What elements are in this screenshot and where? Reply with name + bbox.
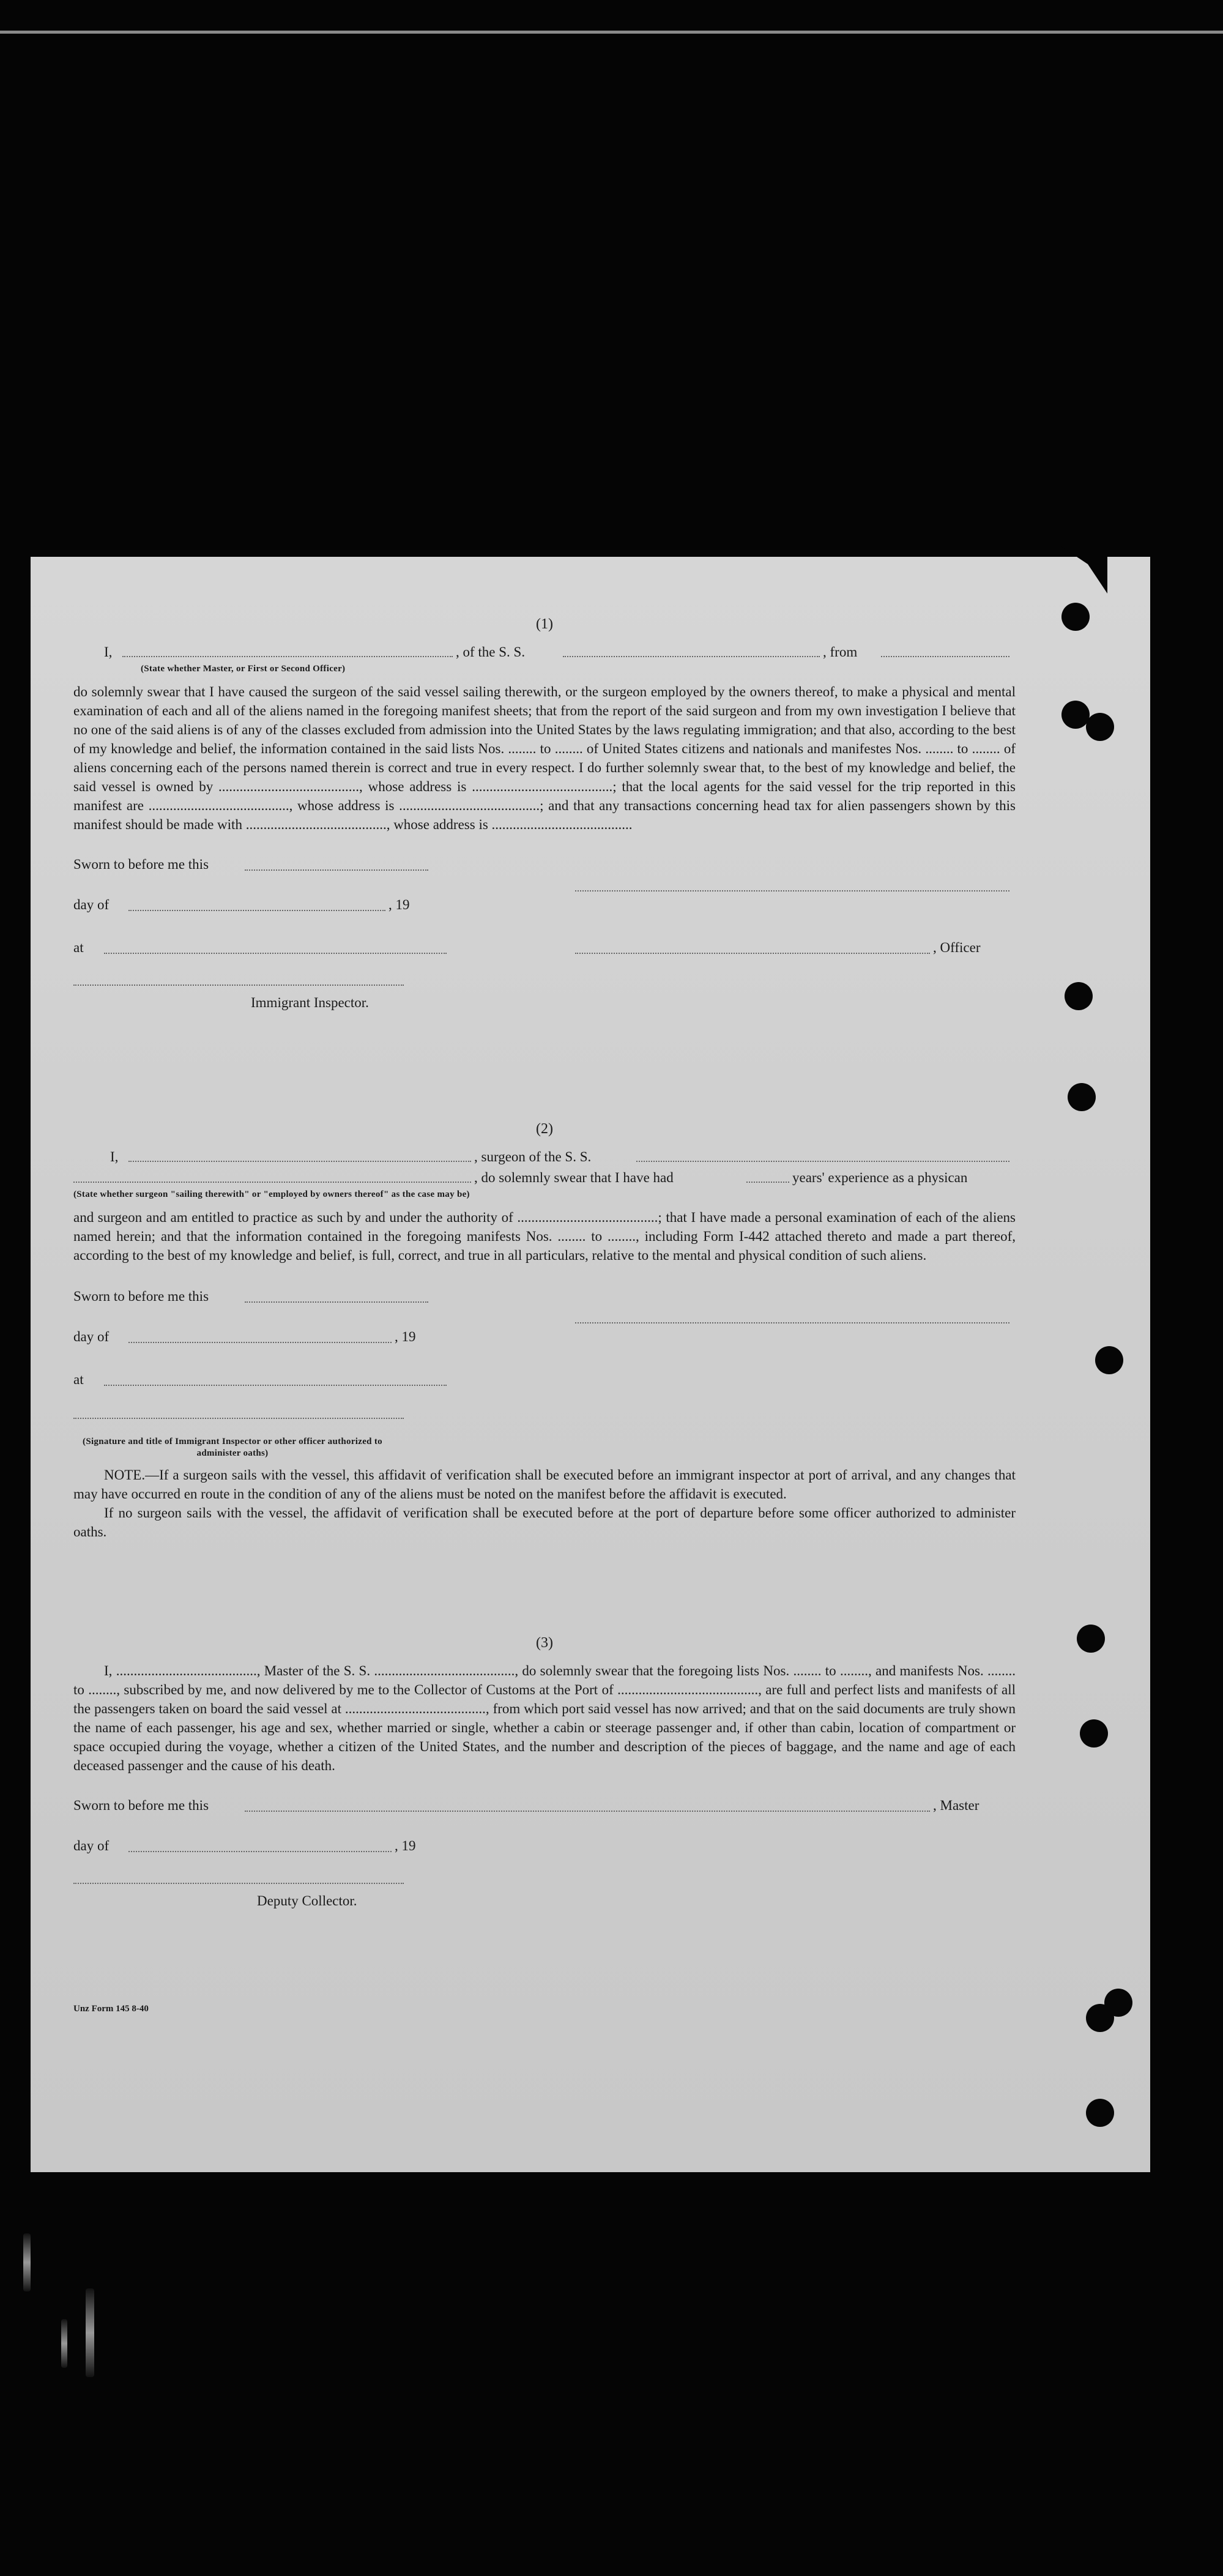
affidavit-surgeon: [73, 1120, 1016, 1541]
note-paragraph: NOTE.—If a surgeon sails with the vessel, this affidavit of verification shall be executed before an immigrant inspector at port of arrival, and any changes that may have occurred en route in the condition of any of the aliens must be noted on the manifest before the affidavit is executed.: [73, 1467, 1016, 1502]
punch-hole: [1061, 603, 1090, 631]
collector-signature-field[interactable]: [73, 1882, 404, 1884]
year-label: , 19: [388, 897, 410, 912]
surgeon-role-note: (State whether surgeon "sailing therewith" or "employed by owners thereof" as the case may be): [73, 1189, 470, 1199]
punch-hole: [1061, 701, 1090, 729]
day-field[interactable]: [128, 1341, 392, 1343]
pronoun-i: I,: [104, 644, 113, 660]
punch-hole: [1086, 713, 1114, 741]
section-number: (2): [536, 1121, 553, 1137]
master-name-field[interactable]: [122, 655, 453, 657]
day-field[interactable]: [128, 1850, 392, 1852]
officer-label: , Officer: [933, 940, 981, 955]
years-label: years' experience as a physican: [792, 1170, 968, 1185]
signature-note: (Signature and title of Immigrant Inspector or other officer authorized to administer oaths): [83, 1437, 382, 1458]
affidavit-master: [73, 615, 1016, 1038]
punch-hole: [1065, 982, 1093, 1010]
sworn-date-field[interactable]: [245, 1300, 428, 1303]
day-of-label: day of: [73, 1329, 110, 1344]
collector-body: I, ........................................, Master of the S. S. ........................................, do solemnly swear that the foregoing lists Nos. ........ to ........, and manifests Nos. ........ to ........, subscribed by me, and now delivered by me to the Collector of Customs at the Port of ........................................, are full and perfect lists and manifests of all the passengers taken on board the said vessel at ........................................, from which port said vessel has now arrived; and that on the said documents are truly shown the name of each passenger, his age and sex, whether married or single, whether a cabin or steerage passenger and, if other than cabin, location of compartment or space occupied during the voyage, whether a citizen of the United States, and the number and description of the pieces of baggage, and the name and age of each deceased passenger and the cause of his death.: [73, 1663, 1016, 1773]
inspector-label: Immigrant Inspector.: [251, 995, 369, 1010]
surgeon-vessel-label: , surgeon of the S. S.: [474, 1149, 592, 1164]
role-note: (State whether Master, or First or Second Officer): [141, 664, 346, 674]
from-label: , from: [823, 644, 858, 660]
punch-hole: [1077, 1625, 1105, 1653]
note-paragraph-2: If no surgeon sails with the vessel, the affidavit of verification shall be executed before at the port of departure before some officer authorized to administer oaths.: [73, 1505, 1016, 1539]
punch-hole: [1080, 1719, 1108, 1748]
punch-hole: [1086, 2099, 1114, 2127]
surgeon-vessel-field[interactable]: [636, 1160, 1009, 1162]
vessel-label: , of the S. S.: [456, 644, 526, 660]
location-field[interactable]: [104, 951, 447, 954]
punch-hole: [1104, 1989, 1132, 2017]
pronoun-i: I,: [110, 1149, 119, 1164]
sworn-label: Sworn to before me this: [73, 857, 209, 872]
punch-hole: [1068, 1083, 1096, 1111]
sworn-label: Sworn to before me this: [73, 1798, 209, 1813]
section-number: (1): [536, 616, 553, 632]
punch-hole: [1095, 1346, 1123, 1374]
surgeon-body: and surgeon and am entitled to practice as such by and under the authority of ........................................; that I have made a personal examination of each of the aliens named herein; and that the information contained in the foregoing manifests Nos. ........ to ........, including Form I-442 attached thereto and made a part thereof, according to the best of my knowledge and belief, is full, correct, and true in all particulars, relative to the mental and physical condition of such aliens.: [73, 1210, 1016, 1263]
form-number: Unz Form 145 8-40: [73, 2004, 149, 2014]
surgeon-signature-field[interactable]: [575, 1321, 1009, 1323]
collector-label: Deputy Collector.: [257, 1893, 357, 1908]
day-of-label: day of: [73, 897, 110, 912]
year-label: , 19: [395, 1329, 416, 1344]
official-signature-field[interactable]: [73, 1416, 404, 1419]
day-of-label: day of: [73, 1838, 110, 1853]
film-edge-line: [0, 31, 1223, 34]
years-field[interactable]: [746, 1180, 789, 1183]
master-label: , Master: [933, 1798, 980, 1813]
location-field[interactable]: [104, 1383, 447, 1386]
surgeon-name-field[interactable]: [128, 1160, 471, 1162]
film-streak: [23, 2233, 31, 2291]
film-streak: [61, 2319, 67, 2368]
affidavit-collector: [73, 1634, 1016, 1937]
vessel-name-field[interactable]: [563, 655, 820, 657]
at-label: at: [73, 940, 84, 955]
day-field[interactable]: [128, 909, 385, 911]
film-streak: [86, 2288, 94, 2377]
inspector-signature-field[interactable]: [73, 983, 404, 986]
section-number: (3): [536, 1635, 553, 1651]
affidavit-body: do solemnly swear that I have caused the surgeon of the said vessel sailing therewith, or the surgeon employed by the owners thereof, to make a physical and mental examination of each and all of the aliens named in the foregoing manifest sheets; that from the report of the said surgeon and from my own investigation I believe that no one of the said aliens is of any of the classes excluded from admission into the United States by the laws regulating immigration; and that also, according to the best of my knowledge and belief, the information contained in the said lists Nos. ........ to ........ of United States citizens and nationals and manifestes Nos. ........ to ........ of aliens concerning each of the persons named therein is correct and true in every respect. I do further solemnly swear that, to the best of my knowledge and belief, the said vessel is owned by ........................................, whose address is ........................................; that the local agents for the said vessel for the trip reported in this manifest are ........................................, whose address is ........................................; and that any transactions concerning head tax for alien passengers shown by this manifest should be made with ........................................, whose address is ........................................: [73, 684, 1016, 832]
sworn-date-field[interactable]: [245, 868, 428, 871]
year-label: , 19: [395, 1838, 416, 1853]
master-signature-field[interactable]: [245, 1809, 930, 1812]
swear-label: , do solemnly swear that I have had: [474, 1170, 674, 1185]
surgeon-role-field[interactable]: [73, 1180, 471, 1183]
from-port-field[interactable]: [881, 655, 1009, 657]
sworn-label: Sworn to before me this: [73, 1289, 209, 1304]
officer-field[interactable]: [575, 951, 930, 954]
manifest-affidavit-sheet: [31, 557, 1150, 2172]
at-label: at: [73, 1372, 84, 1387]
signature-field[interactable]: [575, 889, 1009, 892]
